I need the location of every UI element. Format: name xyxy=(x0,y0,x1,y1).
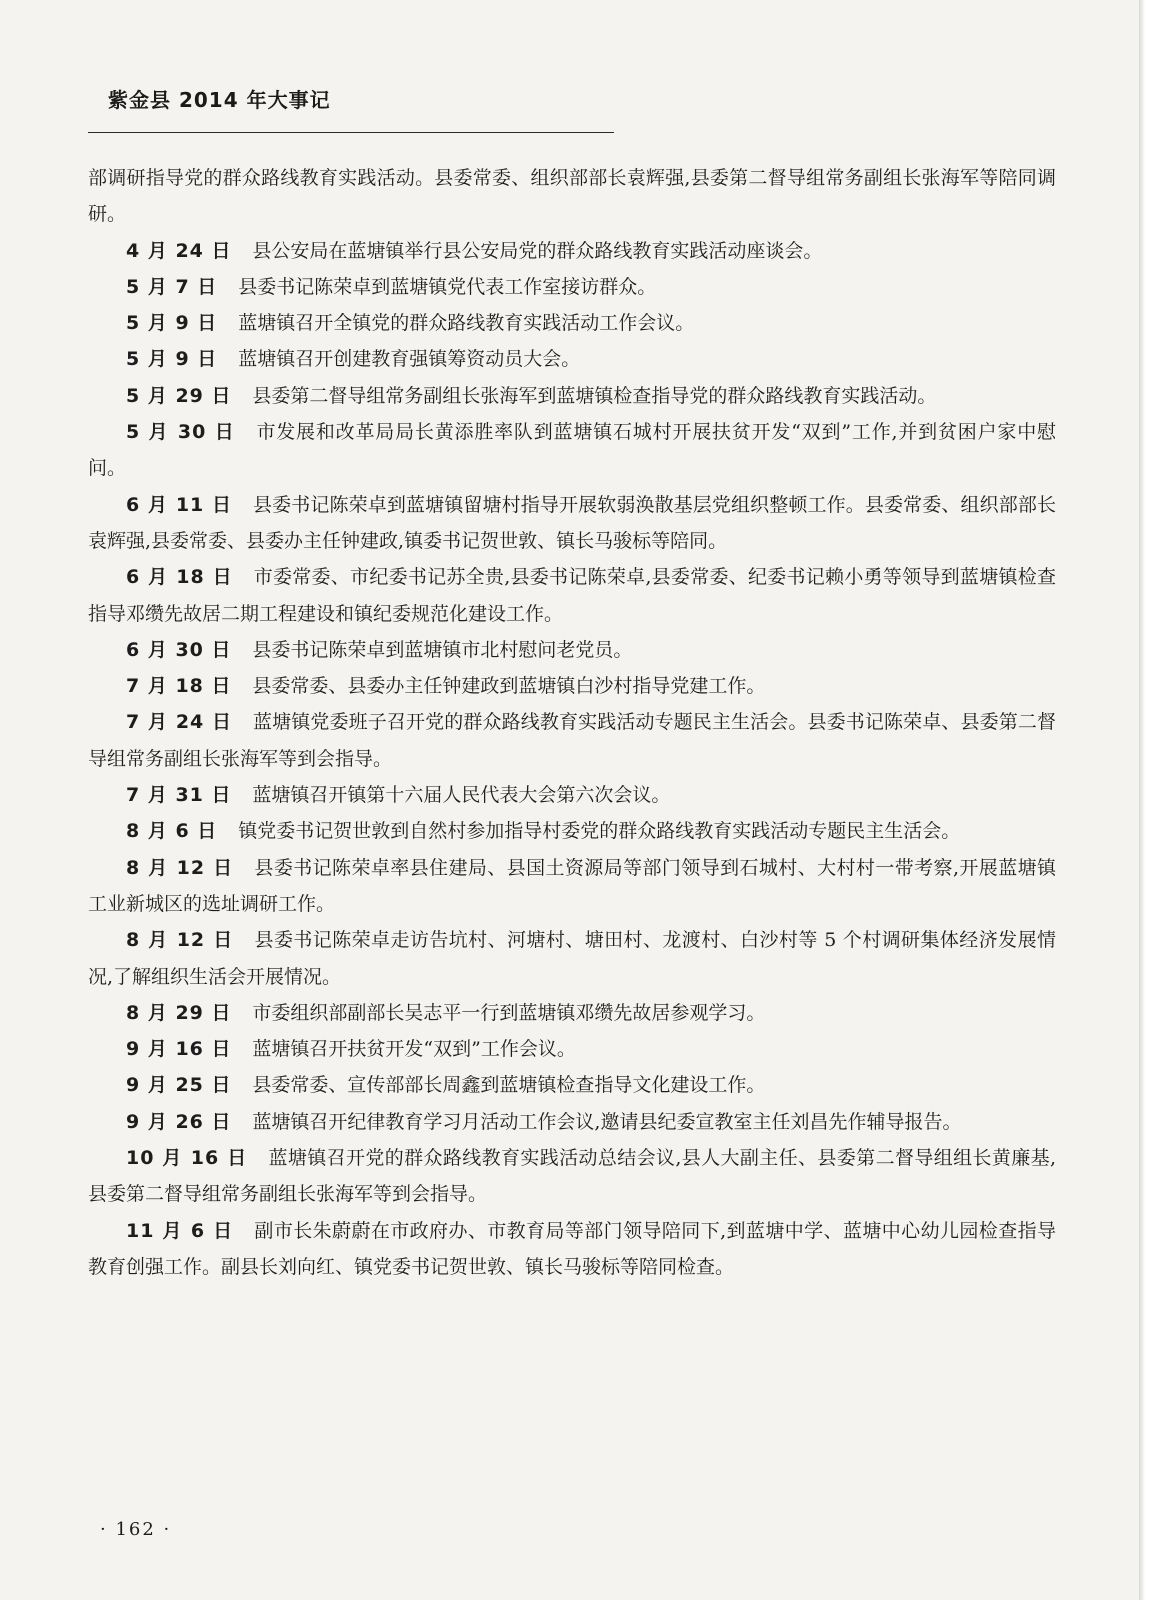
event-entry xyxy=(88,487,1056,560)
event-entry xyxy=(88,1213,1056,1286)
event-date: 7 月 18 日 xyxy=(126,675,232,698)
event-text: 县委常委、宣传部部长周鑫到蓝塘镇检查指导文化建设工作。 xyxy=(252,1074,766,1097)
event-date: 6 月 30 日 xyxy=(126,638,232,661)
event-entry xyxy=(88,233,1056,269)
event-date: 9 月 25 日 xyxy=(126,1074,232,1097)
event-text: 县委书记陈荣卓率县住建局、县国土资源局等部门领导到石城村、大村村一带考察,开展蓝塘镇工业新城区的选址调研工作。 xyxy=(88,856,1056,915)
event-date: 5 月 7 日 xyxy=(126,275,218,298)
event-text: 县委书记陈荣卓到蓝塘镇党代表工作室接访群众。 xyxy=(238,275,657,298)
continuation-paragraph: 部调研指导党的群众路线教育实践活动。县委常委、组织部部长袁辉强,县委第二督导组常务副组长张海军等陪同调研。 xyxy=(88,167,1056,226)
event-text: 县公安局在蓝塘镇举行县公安局党的群众路线教育实践活动座谈会。 xyxy=(252,239,823,262)
header-rule xyxy=(88,132,614,133)
event-text: 蓝塘镇召开全镇党的群众路线教育实践活动工作会议。 xyxy=(238,312,695,335)
event-date: 7 月 24 日 xyxy=(126,711,233,734)
event-entry xyxy=(88,922,1056,995)
event-text: 蓝塘镇召开党的群众路线教育实践活动总结会议,县人大副主任、县委第二督导组组长黄廉基,县委第二督导组常务副组长张海军等到会指导。 xyxy=(88,1147,1056,1206)
event-text: 县委书记陈荣卓走访告坑村、河塘村、塘田村、龙渡村、白沙村等 5 个村调研集体经济发展情况,了解组织生活会开展情况。 xyxy=(88,929,1056,988)
scan-edge xyxy=(1139,0,1149,1600)
event-entry xyxy=(88,704,1056,777)
event-date: 5 月 9 日 xyxy=(126,312,218,335)
page-number: · 162 · xyxy=(100,1519,172,1540)
event-entry xyxy=(88,559,1056,632)
event-entry xyxy=(88,813,1056,849)
event-entry xyxy=(88,995,1056,1031)
event-text: 市发展和改革局局长黄添胜率队到蓝塘镇石城村开展扶贫开发“双到”工作,并到贫困户家中慰问。 xyxy=(88,421,1056,480)
event-date: 11 月 6 日 xyxy=(126,1219,234,1242)
event-entry xyxy=(88,632,1056,668)
event-date: 8 月 12 日 xyxy=(126,856,234,879)
event-text: 蓝塘镇党委班子召开党的群众路线教育实践活动专题民主生活会。县委书记陈荣卓、县委第二督导组常务副组长张海军等到会指导。 xyxy=(88,711,1056,770)
event-text: 县委第二督导组常务副组长张海军到蓝塘镇检查指导党的群众路线教育实践活动。 xyxy=(252,384,937,407)
event-date: 5 月 9 日 xyxy=(126,348,218,371)
event-entry xyxy=(88,341,1056,377)
event-entry xyxy=(88,1067,1056,1103)
running-header: 紫金县 2014 年大事记 xyxy=(108,88,331,112)
event-entry xyxy=(88,668,1056,704)
event-date: 4 月 24 日 xyxy=(126,239,232,262)
event-date: 9 月 16 日 xyxy=(126,1038,232,1061)
event-text: 蓝塘镇召开镇第十六届人民代表大会第六次会议。 xyxy=(252,784,671,807)
event-date: 7 月 31 日 xyxy=(126,784,232,807)
event-date: 6 月 11 日 xyxy=(126,493,233,516)
event-text: 镇党委书记贺世敦到自然村参加指导村委党的群众路线教育实践活动专题民主生活会。 xyxy=(238,820,961,843)
page-body xyxy=(88,160,1056,1285)
event-entry xyxy=(88,305,1056,341)
event-text: 市委常委、市纪委书记苏全贵,县委书记陈荣卓,县委常委、纪委书记赖小勇等领导到蓝塘镇检查指导邓缵先故居二期工程建设和镇纪委规范化建设工作。 xyxy=(88,566,1056,625)
event-date: 8 月 12 日 xyxy=(126,929,234,952)
event-entry xyxy=(88,269,1056,305)
event-text: 副市长朱蔚蔚在市政府办、市教育局等部门领导陪同下,到蓝塘中学、蓝塘中心幼儿园检查指导教育创强工作。副县长刘向红、镇党委书记贺世敦、镇长马骏标等陪同检查。 xyxy=(88,1219,1056,1278)
event-date: 6 月 18 日 xyxy=(126,566,233,589)
event-text: 市委组织部副部长吴志平一行到蓝塘镇邓缵先故居参观学习。 xyxy=(252,1001,766,1024)
event-text: 蓝塘镇召开纪律教育学习月活动工作会议,邀请县纪委宣教室主任刘昌先作辅导报告。 xyxy=(252,1110,962,1133)
event-entry xyxy=(88,378,1056,414)
event-text: 蓝塘镇召开创建教育强镇筹资动员大会。 xyxy=(238,348,581,371)
event-entry xyxy=(88,777,1056,813)
event-text: 县委书记陈荣卓到蓝塘镇市北村慰问老党员。 xyxy=(252,638,633,661)
event-entry xyxy=(88,1031,1056,1067)
event-entry xyxy=(88,850,1056,923)
event-text: 县委常委、县委办主任钟建政到蓝塘镇白沙村指导党建工作。 xyxy=(252,675,766,698)
event-date: 8 月 6 日 xyxy=(126,820,218,843)
event-date: 8 月 29 日 xyxy=(126,1001,232,1024)
event-entry xyxy=(88,1140,1056,1213)
event-entry xyxy=(88,414,1056,487)
event-text: 县委书记陈荣卓到蓝塘镇留塘村指导开展软弱涣散基层党组织整顿工作。县委常委、组织部部长袁辉强,县委常委、县委办主任钟建政,镇委书记贺世敦、镇长马骏标等陪同。 xyxy=(88,493,1056,552)
event-date: 9 月 26 日 xyxy=(126,1110,232,1133)
event-date: 5 月 29 日 xyxy=(126,384,232,407)
event-date: 10 月 16 日 xyxy=(126,1147,248,1170)
event-date: 5 月 30 日 xyxy=(126,421,236,444)
event-entry xyxy=(88,1104,1056,1140)
event-text: 蓝塘镇召开扶贫开发“双到”工作会议。 xyxy=(252,1038,576,1061)
